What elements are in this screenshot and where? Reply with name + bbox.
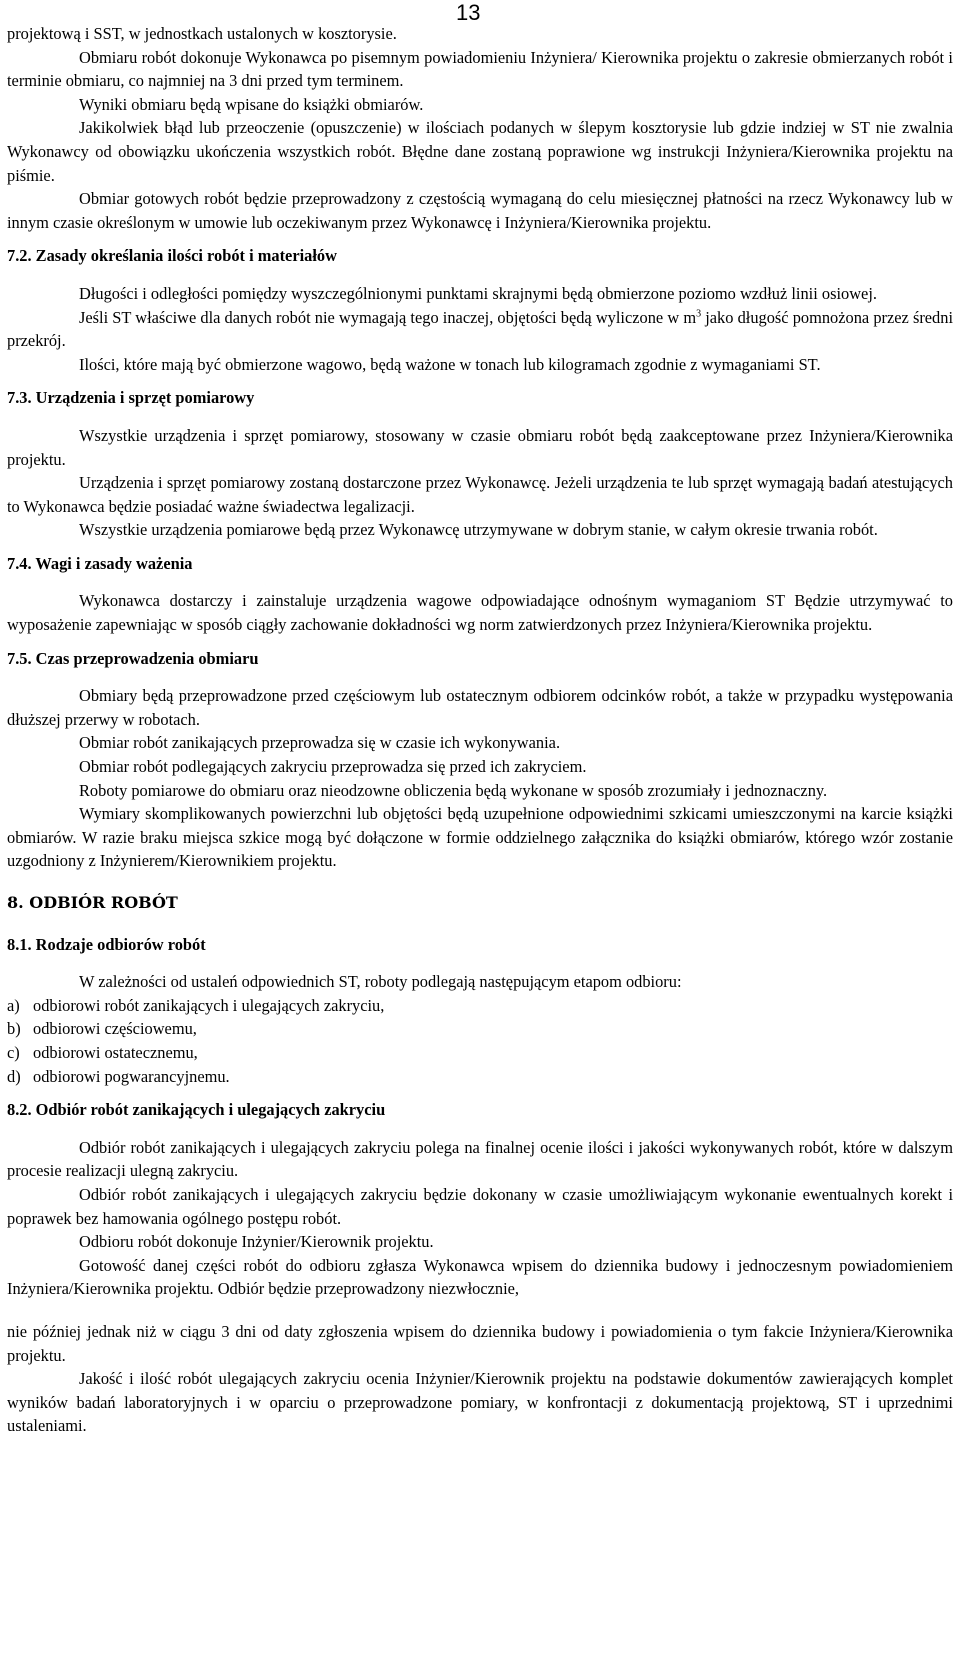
- paragraph-text: jako długość pomnożona przez średni przekrój.: [7, 307, 954, 351]
- superscript: 3: [696, 308, 702, 320]
- list-odbiory: [7, 994, 953, 1088]
- paragraph: Jakikolwiek błąd lub przeoczenie (opuszczenie) w ilościach podanych w ślepym kosztorysie lub gdzie indziej w ST nie zwalnia Wykonawcy od obowiązku ukończenia wszystkich robót. Błędne dane zostaną poprawione wg instrukcji Inżyniera/Kierownika projektu na piśmie.: [7, 118, 953, 185]
- paragraph: Obmiary będą przeprowadzone przed częściowym lub ostatecznym odbiorem odcinków robót, a także w przypadku występowania dłuższej przerwy w robotach.: [7, 686, 953, 729]
- paragraph: Obmiar robót podlegających zakryciu przeprowadza się przed ich zakryciem.: [79, 757, 587, 777]
- paragraph: W zależności od ustaleń odpowiednich ST, roboty podlegają następującym etapom odbioru:: [79, 972, 682, 992]
- section-heading-8-2: 8.2. Odbiór robót zanikających i ulegających zakryciu: [7, 1100, 386, 1120]
- page-number: 13: [456, 0, 481, 25]
- paragraph: Obmiaru robót dokonuje Wykonawca po pisemnym powiadomieniu Inżyniera/ Kierownika projektu o zakresie obmierzanych robót i terminie obmiaru, co najmniej na 3 dni przed tym terminem.: [7, 47, 953, 91]
- paragraph: Obmiar gotowych robót będzie przeprowadzony z częstością wymaganą do celu miesięcznej płatności na rzecz Wykonawcy lub w innym czasie określonym w umowie lub oczekiwanym przez Wykonawcę i Inżyniera/Kierownika projektu.: [7, 189, 953, 232]
- section-heading-7-5: 7.5. Czas przeprowadzenia obmiaru: [7, 648, 259, 668]
- section-heading-7-4: 7.4. Wagi i zasady ważenia: [7, 553, 193, 573]
- list-marker: d): [7, 1066, 21, 1086]
- list-item: [7, 994, 953, 1018]
- paragraph: projektową i SST, w jednostkach ustalonych w kosztorysie.: [7, 24, 397, 43]
- section-heading-7-3: 7.3. Urządzenia i sprzęt pomiarowy: [7, 388, 255, 408]
- paragraph: Gotowość danej części robót do odbioru zgłasza Wykonawca wpisem do dziennika budowy i jednoczesnym powiadomieniem Inżyniera/Kierownika projektu. Odbiór będzie przeprowadzony niezwłocznie,: [7, 1255, 953, 1299]
- list-item-text: odbiorowi częściowemu,: [33, 1019, 197, 1039]
- paragraph: Wyniki obmiaru będą wpisane do książki obmiarów.: [79, 94, 424, 114]
- paragraph: Odbioru robót dokonuje Inżynier/Kierownik projektu.: [79, 1232, 434, 1252]
- paragraph: Obmiar robót zanikających przeprowadza się w czasie ich wykonywania.: [79, 733, 561, 753]
- paragraph: Roboty pomiarowe do obmiaru oraz nieodzowne obliczenia będą wykonane w sposób zrozumiały i jednoznaczny.: [79, 780, 828, 800]
- section-heading-7-2: 7.2. Zasady określania ilości robót i materiałów: [7, 246, 337, 266]
- list-marker: b): [7, 1019, 21, 1039]
- paragraph-text: Jeśli ST właściwe dla danych robót nie wymagają tego inaczej, objętości będą wyliczone w m: [79, 307, 697, 327]
- paragraph: Wykonawca dostarczy i zainstaluje urządzenia wagowe odpowiadające odnośnym wymaganiom ST Będzie utrzymywać to wyposażenie zapewniając w sposób ciągły zachowanie dokładności wg norm zatwierdzonych przez Inżyniera/Kierownika projektu.: [7, 591, 953, 635]
- list-marker: c): [7, 1042, 20, 1062]
- paragraph: Ilości, które mają być obmierzone wagowo, będą ważone w tonach lub kilogramach zgodnie z wymaganiami ST.: [79, 354, 821, 374]
- paragraph: Wszystkie urządzenia i sprzęt pomiarowy, stosowany w czasie obmiaru robót będą zaakceptowane przez Inżyniera/Kierownika projektu.: [7, 425, 953, 469]
- list-item: [7, 1017, 953, 1041]
- chapter-heading-8: 8. ODBIÓR ROBÓT: [7, 893, 178, 912]
- paragraph: Wymiary skomplikowanych powierzchni lub objętości będą uzupełnione odpowiednimi szkicami umieszczonymi na karcie książki obmiarów. W razie braku miejsca szkice mogą być dołączone w formie oddzielnego załącznika do książki obmiarów, którego wzór zostanie uzgodniony z Inżynierem/Kierownikiem projektu.: [7, 804, 953, 871]
- list-item: [7, 1065, 953, 1089]
- list-item-text: odbiorowi robót zanikających i ulegających zakryciu,: [33, 995, 385, 1015]
- paragraph: Urządzenia i sprzęt pomiarowy zostaną dostarczone przez Wykonawcę. Jeżeli urządzenia te lub sprzęt wymagają badań atestujących to Wykonawca będzie posiadać ważne świadectwa legalizacji.: [7, 473, 953, 516]
- paragraph: Wszystkie urządzenia pomiarowe będą przez Wykonawcę utrzymywane w dobrym stanie, w całym okresie trwania robót.: [79, 520, 878, 540]
- paragraph: [7, 306, 953, 353]
- page-content: [7, 22, 953, 1438]
- paragraph: Odbiór robót zanikających i ulegających zakryciu będzie dokonany w czasie umożliwiającym wykonanie ewentualnych korekt i poprawek bez hamowania ogólnego postępu robót.: [7, 1184, 953, 1228]
- paragraph: Długości i odległości pomiędzy wyszczególnionymi punktami skrajnymi będą obmierzone poziomo wzdłuż linii osiowej.: [79, 283, 877, 303]
- list-item: [7, 1041, 953, 1065]
- paragraph: Odbiór robót zanikających i ulegających zakryciu polega na finalnej ocenie ilości i jakości wykonywanych robót, które w dalszym procesie realizacji ulegną zakryciu.: [7, 1137, 953, 1181]
- list-item-text: odbiorowi ostatecznemu,: [33, 1042, 198, 1062]
- paragraph: nie później jednak niż w ciągu 3 dni od daty zgłoszenia wpisem do dziennika budowy i powiadomienia o tym fakcie Inżyniera/Kierownika projektu.: [7, 1321, 953, 1365]
- section-heading-8-1: 8.1. Rodzaje odbiorów robót: [7, 934, 206, 954]
- list-item-text: odbiorowi pogwarancyjnemu.: [33, 1066, 230, 1086]
- list-marker: a): [7, 995, 20, 1015]
- paragraph: Jakość i ilość robót ulegających zakryciu ocenia Inżynier/Kierownik projektu na podstawie dokumentów zawierających komplet wyników badań laboratoryjnych i w oparciu o przeprowadzone pomiary, w konfrontacji z dokumentacją projektową, ST i uprzednimi ustaleniami.: [7, 1369, 953, 1436]
